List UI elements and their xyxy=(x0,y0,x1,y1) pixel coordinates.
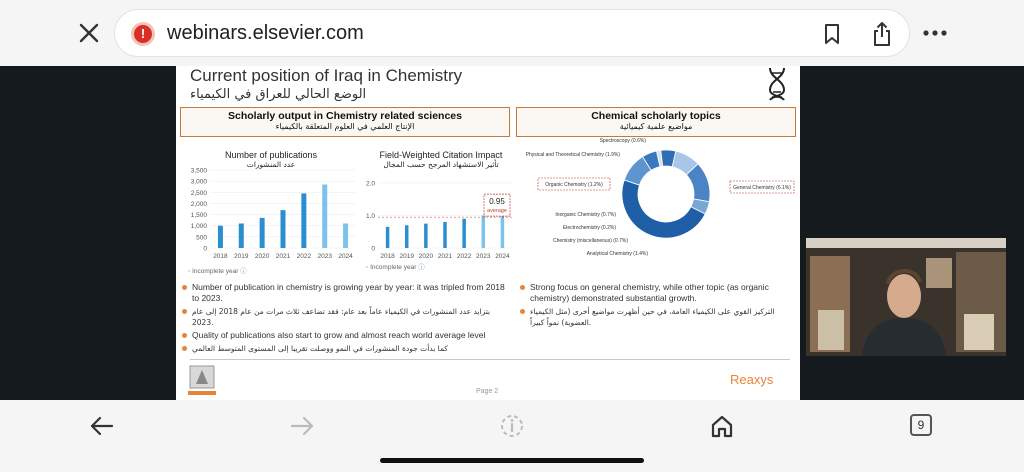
bar xyxy=(281,210,286,248)
bullet-text: بتزايد عدد المنشورات في الكيمياء عاماً بعد عام: فقد تضاعف ثلاث مرات من عام 2018 إلى عام 2023. xyxy=(192,307,491,327)
page-number: Page 2 xyxy=(476,388,499,395)
url-text[interactable]: webinars.elsevier.com xyxy=(167,22,364,44)
section-title-arabic: الإنتاج العلمي في العلوم المتعلقة بالكيمياء xyxy=(275,122,415,131)
bar xyxy=(343,223,348,248)
section-title: Scholarly output in Chemistry related sciences xyxy=(228,110,462,122)
x-tick-label: 2019 xyxy=(234,253,249,260)
not-secure-icon[interactable]: ! xyxy=(131,22,155,46)
bar xyxy=(462,219,466,248)
x-tick-label: 2023 xyxy=(476,253,491,260)
x-tick-label: 2024 xyxy=(338,253,353,260)
slide-title: Current position of Iraq in Chemistry xyxy=(190,66,463,85)
bar xyxy=(301,193,306,248)
section-title-arabic: مواضيع علمية كيميائية xyxy=(619,122,693,131)
bar xyxy=(386,227,389,248)
bullet-text: التركيز القوي على الكيمياء العامة، في حين أظهرت مواضيع أخرى (مثل الكيمياء العضوية) نمواً كبيراً. xyxy=(530,307,775,327)
bar xyxy=(443,222,447,248)
bar xyxy=(239,223,244,248)
x-tick-label: 2020 xyxy=(418,253,434,260)
bar xyxy=(322,184,327,248)
presenter-video-image xyxy=(806,238,1006,356)
bar xyxy=(501,212,505,248)
donut-slice-label: Chemistry (miscellaneous) (0.7%) xyxy=(552,238,628,244)
x-tick-label: 2018 xyxy=(213,253,228,260)
bookmark-icon[interactable] xyxy=(820,22,844,46)
bullet-dot xyxy=(182,309,187,314)
chart-title-arabic: عدد المنشورات xyxy=(246,160,296,169)
left-bullet-list xyxy=(180,282,510,356)
bullet-item xyxy=(180,330,510,341)
x-tick-label: 2019 xyxy=(399,253,414,260)
x-tick-label: 2024 xyxy=(495,253,510,260)
x-tick-label: 2023 xyxy=(317,253,332,260)
incomplete-year-text: Incomplete year xyxy=(192,268,239,275)
bullet-item xyxy=(180,343,510,354)
x-tick-label: 2022 xyxy=(296,253,312,260)
y-tick-label: 500 xyxy=(196,234,207,242)
x-tick-label: 2022 xyxy=(456,253,472,260)
bullet-item xyxy=(180,306,510,328)
bullet-text: كما بدأت جودة المنشورات في النمو ووصلت تقريبا إلى المستوى المتوسط العالمي xyxy=(192,344,448,353)
x-tick-label: 2020 xyxy=(254,253,270,260)
chemical-topics-section-header xyxy=(516,107,796,137)
webinar-viewport xyxy=(0,66,1024,400)
bullet-dot xyxy=(182,346,187,351)
bar xyxy=(405,225,409,248)
bullet-text: Strong focus on general chemistry, while other topic (as organic chemistry) demonstrated substantial growth. xyxy=(530,282,769,303)
info-icon: ⓘ xyxy=(418,264,425,271)
bar xyxy=(218,226,223,248)
bar xyxy=(424,224,428,248)
presentation-slide xyxy=(176,66,800,400)
bar xyxy=(260,218,265,248)
topics-donut-chart xyxy=(516,138,800,268)
footer-divider xyxy=(190,359,790,360)
page-info-icon[interactable] xyxy=(498,412,526,440)
x-tick-label: 2021 xyxy=(275,253,291,260)
bullet-item xyxy=(518,282,798,304)
forward-arrow-icon[interactable] xyxy=(288,412,316,440)
y-tick-label: 3,500 xyxy=(190,167,207,175)
donut-slice-label: Electrochemistry (0.2%) xyxy=(562,225,616,231)
donut-slice-label: Spectroscopy (0.6%) xyxy=(599,138,646,144)
close-icon[interactable] xyxy=(76,20,102,46)
elsevier-logo xyxy=(186,364,218,398)
chart-title-text: Number of publications xyxy=(224,150,318,160)
donut-slice xyxy=(622,180,705,238)
home-indicator-bar[interactable] xyxy=(380,458,644,463)
chart-title-arabic: تأثير الاستشهاد المرجح حسب المجال xyxy=(383,160,499,169)
info-icon: ⓘ xyxy=(240,268,247,275)
browser-toolbar xyxy=(0,0,1024,66)
bar xyxy=(482,216,486,249)
y-tick-label: 0 xyxy=(371,245,375,253)
home-icon[interactable] xyxy=(708,412,736,440)
x-tick-label: 2021 xyxy=(437,253,453,260)
y-tick-label: 2,000 xyxy=(190,200,207,208)
average-label: average xyxy=(487,208,507,215)
more-options-icon[interactable] xyxy=(922,22,948,44)
bullet-dot xyxy=(182,333,187,338)
y-tick-label: 2.0 xyxy=(365,180,375,188)
y-tick-label: 1,500 xyxy=(190,212,207,220)
browser-bottom-toolbar xyxy=(0,400,1024,472)
donut-slice-label: Physical and Theoretical Chemistry (1.9%) xyxy=(525,152,620,158)
section-title: Chemical scholarly topics xyxy=(591,110,721,122)
donut-slice-label: Analytical Chemistry (1.4%) xyxy=(586,251,648,257)
y-tick-label: 3,000 xyxy=(190,178,207,186)
donut-slice-label: Organic Chemistry (1.2%) xyxy=(545,182,603,188)
share-icon[interactable] xyxy=(870,21,894,47)
slide-title-arabic: الوضع الحالي للعراق في الكيمياء xyxy=(190,87,367,102)
y-tick-label: 1.0 xyxy=(365,213,375,220)
bullet-dot xyxy=(520,285,525,290)
y-tick-label: 2,500 xyxy=(190,189,207,197)
fwci-bar-chart xyxy=(356,166,516,262)
incomplete-year-note: ◦ Incomplete year ⓘ xyxy=(188,268,247,275)
y-tick-label: 1,000 xyxy=(190,223,207,231)
bullet-text: Quality of publications also start to grow and almost reach world average level xyxy=(192,330,486,340)
dna-icon xyxy=(764,66,790,102)
bullet-item xyxy=(518,306,798,328)
scholarly-output-section-header xyxy=(180,107,510,137)
donut-slice-label: General Chemistry (6.1%) xyxy=(733,185,791,191)
bullet-item xyxy=(180,282,510,304)
bullet-dot xyxy=(182,285,187,290)
reaxys-logo: Reaxys xyxy=(730,372,774,387)
presenter-video-feed xyxy=(806,238,1006,356)
bullet-dot xyxy=(520,309,525,314)
chart-title-text: Field-Weighted Citation Impact xyxy=(379,150,503,160)
incomplete-year-note: ◦ Incomplete year ⓘ xyxy=(366,264,425,271)
x-tick-label: 2018 xyxy=(380,253,395,260)
average-value: 0.95 xyxy=(489,197,505,207)
tab-switcher-button[interactable]: 9 xyxy=(910,414,932,436)
right-bullet-list xyxy=(518,282,798,330)
bullet-text: Number of publication in chemistry is growing year by year: it was tripled from 2018 to 2023. xyxy=(192,282,505,303)
address-bar[interactable] xyxy=(114,9,910,57)
publications-bar-chart xyxy=(180,166,360,262)
back-arrow-icon[interactable] xyxy=(88,412,116,440)
donut-slice-label: Inorganic Chemistry (0.7%) xyxy=(555,212,616,218)
incomplete-year-text: Incomplete year xyxy=(370,264,417,271)
y-tick-label: 0 xyxy=(203,245,207,253)
